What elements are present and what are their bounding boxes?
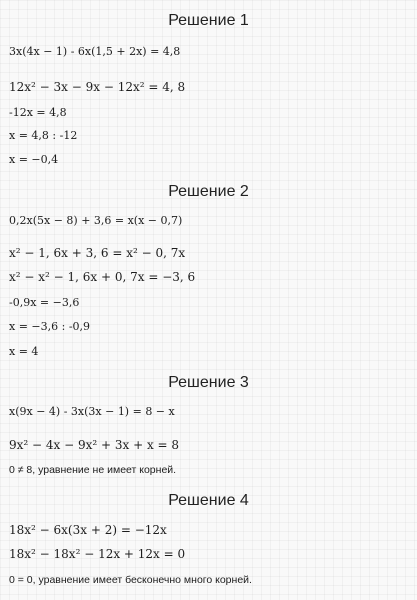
- solution-3-conclusion: 0 ≠ 8, уравнение не имеет корней.: [9, 464, 177, 476]
- solution-1-line-2: 12x² − 3x − 9x − 12x² = 4, 8: [9, 80, 186, 94]
- solution-2-line-1: 0,2x(5x − 8) + 3,6 = x(x − 0,7): [9, 214, 183, 227]
- solution-1-line-4: x = 4,8 : -12: [9, 129, 78, 142]
- solution-1-line-3: -12x = 4,8: [9, 106, 67, 119]
- solution-2-line-5: x = −3,6 : -0,9: [9, 320, 91, 333]
- solution-3-title: Решение 3: [168, 374, 249, 391]
- solution-4-conclusion: 0 = 0, уравнение имеет бесконечно много корней.: [9, 574, 252, 586]
- solution-4-title: Решение 4: [168, 492, 249, 509]
- solution-4-line-1: 18x² − 6x(3x + 2) = −12x: [9, 523, 167, 537]
- solution-2-line-4: -0,9x = −3,6: [9, 296, 80, 309]
- solution-3-line-2: 9x² − 4x − 9x² + 3x + x = 8: [9, 438, 180, 452]
- solution-4-line-2: 18x² − 18x² − 12x + 12x = 0: [9, 547, 186, 561]
- solution-2-title: Решение 2: [168, 183, 249, 200]
- solution-2-line-3: x² − x² − 1, 6x + 0, 7x = −3, 6: [9, 270, 196, 284]
- solution-3-line-1: x(9x − 4) - 3x(3x − 1) = 8 − x: [9, 405, 175, 418]
- solution-1-title: Решение 1: [168, 12, 249, 29]
- solution-2-line-6: x = 4: [9, 345, 39, 358]
- solution-2-line-2: x² − 1, 6x + 3, 6 = x² − 0, 7x: [9, 246, 186, 260]
- solution-1-line-1: 3x(4x − 1) - 6x(1,5 + 2x) = 4,8: [9, 45, 181, 58]
- solution-1-line-5: x = −0,4: [9, 153, 59, 166]
